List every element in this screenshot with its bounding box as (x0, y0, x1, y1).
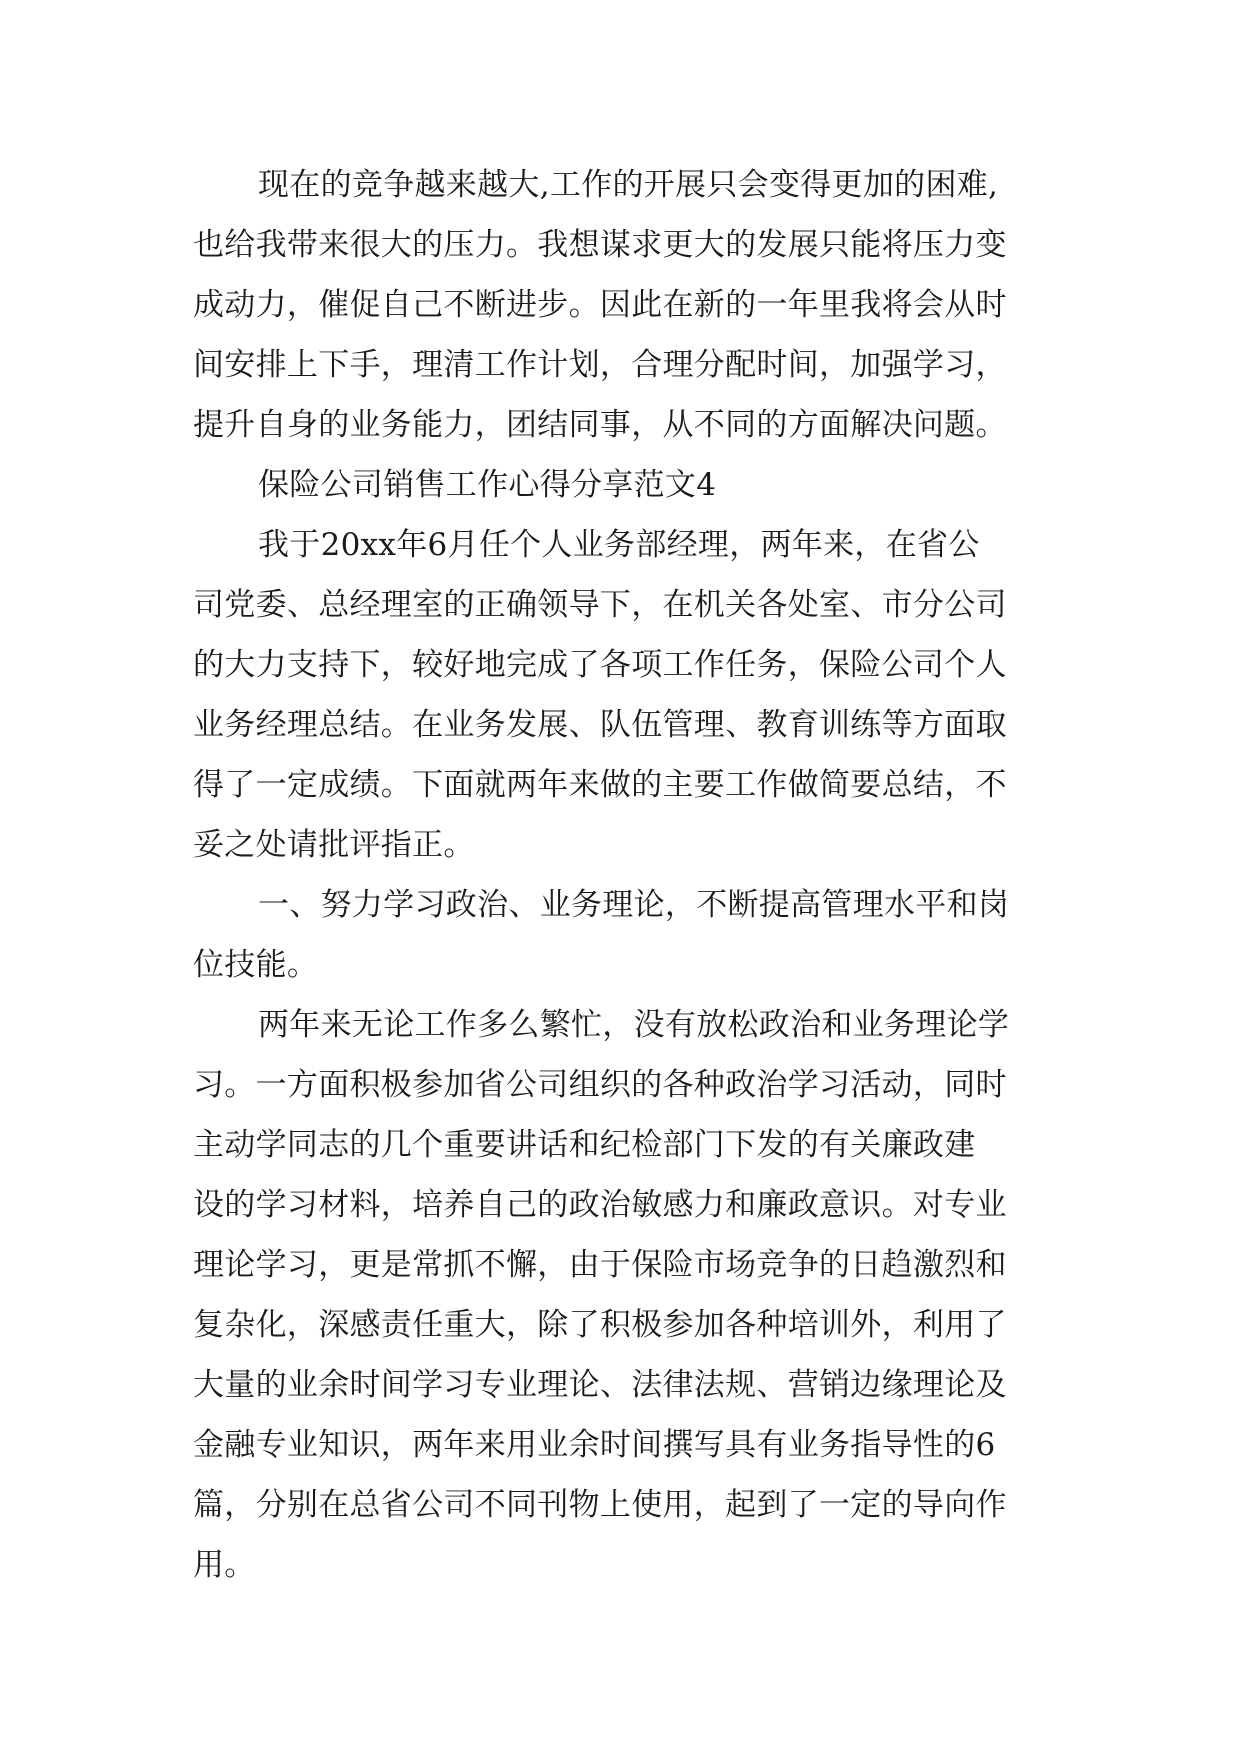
body-text-line: 大量的业余时间学习专业理论、法律法规、营销边缘理论及 (193, 1367, 1007, 1403)
body-text-line: 用。 (193, 1547, 256, 1583)
body-text-line: 也给我带来很大的压力。我想谋求更大的发展只能将压力变 (193, 227, 1007, 263)
body-text-line: 业务经理总结。在业务发展、队伍管理、教育训练等方面取 (193, 707, 1007, 743)
body-text-line: 的大力支持下，较好地完成了各项工作任务，保险公司个人 (193, 647, 1007, 683)
body-text-line: 设的学习材料，培养自己的政治敏感力和廉政意识。对专业 (193, 1187, 1007, 1223)
body-text-line: 两年来无论工作多么繁忙，没有放松政治和业务理论学 (258, 1007, 1010, 1043)
body-text-line: 间安排上下手，理清工作计划，合理分配时间，加强学习， (193, 347, 1007, 383)
body-text-line: 司党委、总经理室的正确领导下，在机关各处室、市分公司 (193, 587, 1007, 623)
body-text-line: 位技能。 (193, 947, 319, 983)
body-text-line: 成动力，催促自己不断进步。因此在新的一年里我将会从时 (193, 287, 1007, 323)
body-text-line: 金融专业知识，两年来用业余时间撰写具有业务指导性的6 (193, 1427, 996, 1463)
body-text-line: 我于20xx年6月任个人业务部经理，两年来，在省公 (258, 527, 980, 563)
body-text-line: 得了一定成绩。下面就两年来做的主要工作做简要总结，不 (193, 767, 1007, 803)
body-text-line: 妥之处请批评指正。 (193, 827, 475, 863)
body-text-line: 理论学习，更是常抓不懈，由于保险市场竞争的日趋激烈和 (193, 1247, 1007, 1283)
body-text-line: 主动学同志的几个重要讲话和纪检部门下发的有关廉政建 (193, 1127, 976, 1163)
body-text-line: 篇，分别在总省公司不同刊物上使用，起到了一定的导向作 (193, 1487, 1007, 1523)
body-text-line: 一、努力学习政治、业务理论，不断提高管理水平和岗 (258, 887, 1010, 923)
body-text-line: 习。一方面积极参加省公司组织的各种政治学习活动，同时 (193, 1067, 1007, 1103)
body-text-line: 现在的竞争越来越大,工作的开展只会变得更加的困难, (258, 167, 999, 203)
body-text-line: 复杂化，深感责任重大，除了积极参加各种培训外，利用了 (193, 1307, 1007, 1343)
section-heading: 保险公司销售工作心得分享范文4 (258, 467, 717, 503)
body-text-line: 提升自身的业务能力，团结同事，从不同的方面解决问题。 (193, 407, 1007, 443)
